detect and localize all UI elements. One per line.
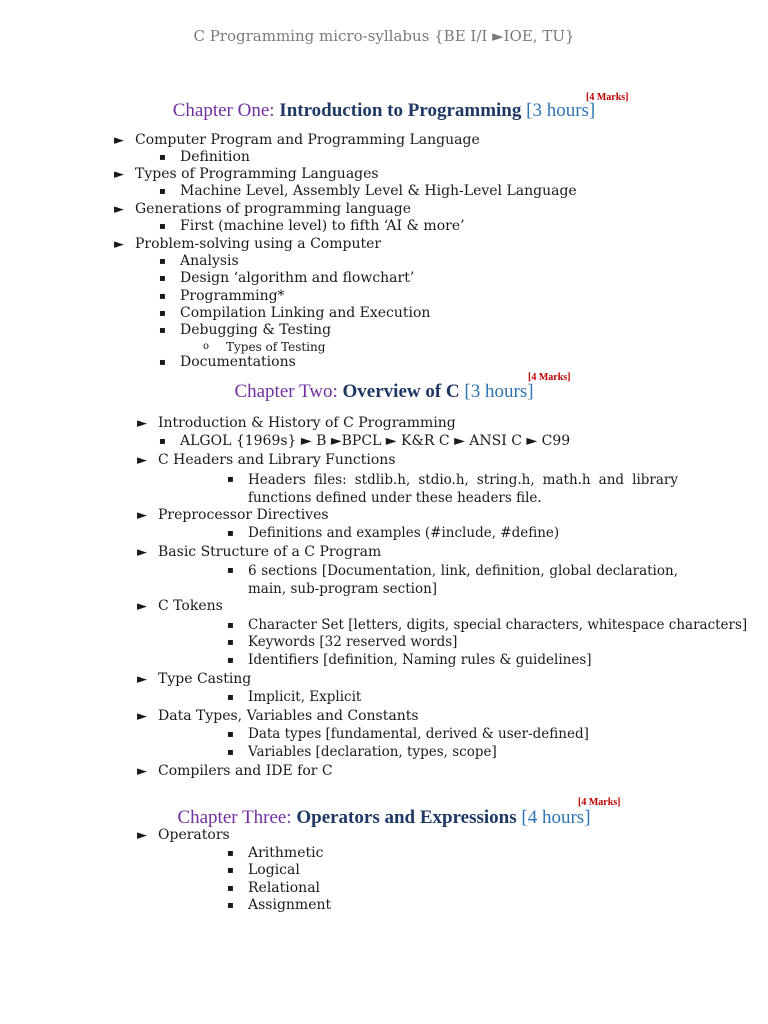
list-item: ► Types of Programming Languages xyxy=(114,166,379,182)
list-item: ► Preprocessor Directives xyxy=(137,507,329,523)
chapter-hours: [4 hours] xyxy=(521,807,591,828)
list-item: ► Compilers and IDE for C xyxy=(137,763,333,779)
marks-badge: [4 Marks] xyxy=(578,797,621,808)
sub-list-item: ▪ Debugging & Testing xyxy=(159,322,332,338)
chapter-number: Chapter Three: xyxy=(177,807,292,828)
list-item: ► C Tokens xyxy=(137,598,223,614)
sub-list-item-text: Headers files: stdlib.h, stdio.h, string.h, math.h and library functions defined under these headers file. xyxy=(248,472,678,506)
chapter-hours: [3 hours] xyxy=(526,100,596,121)
sub-list-item: ▪ Implicit, Explicit xyxy=(227,689,362,705)
sub-sub-list-item: o Types of Testing xyxy=(203,340,326,354)
sub-list-item: ▪ Arithmetic xyxy=(227,845,324,861)
sub-list-item: ▪ ALGOL {1969s} ► B ►BPCL ► K&R C ► ANSI C ► C99 xyxy=(159,433,571,449)
sub-list-item: ▪ Definitions and examples (#include, #define) xyxy=(227,525,560,541)
chapter-two-heading xyxy=(0,381,768,403)
sub-list-item: ▪ Variables [declaration, types, scope] xyxy=(227,744,497,760)
page-header: C Programming micro-syllabus {BE I/I ►IOE, TU} xyxy=(193,27,575,45)
sub-list-item: ▪ Programming* xyxy=(159,288,285,304)
chapter-three-heading xyxy=(0,807,768,829)
list-item: ► Introduction & History of C Programming xyxy=(137,415,456,431)
list-item: ► Computer Program and Programming Language xyxy=(114,132,480,148)
chapter-number: Chapter One: xyxy=(172,100,275,121)
list-item: ► Data Types, Variables and Constants xyxy=(137,708,419,724)
sub-list-item: ▪ First (machine level) to fifth ‘AI & more’ xyxy=(159,218,465,234)
chapter-one-heading xyxy=(0,100,768,122)
sub-list-item: ▪ Keywords [32 reserved words] xyxy=(227,634,458,650)
sub-list-item: ▪ Analysis xyxy=(159,253,239,269)
chapter-hours: [3 hours] xyxy=(464,381,534,402)
sub-list-item: ▪ Identifiers [definition, Naming rules & guidelines] xyxy=(227,652,592,668)
sub-list-item: ▪ Design ‘algorithm and flowchart’ xyxy=(159,270,415,286)
list-item: ► C Headers and Library Functions xyxy=(137,452,396,468)
sub-list-item: ▪ Assignment xyxy=(227,897,332,913)
chapter-title: Introduction to Programming xyxy=(279,100,522,121)
marks-badge: [4 Marks] xyxy=(586,92,629,103)
list-item: ► Problem-solving using a Computer xyxy=(114,236,382,252)
sub-list-item: ▪ Documentations xyxy=(159,354,296,370)
sub-list-item: ▪ Relational xyxy=(227,880,321,896)
sub-list-item: ▪ Data types [fundamental, derived & user-defined] xyxy=(227,726,589,742)
sub-list-item: ▪ Logical xyxy=(227,862,300,878)
marks-badge: [4 Marks] xyxy=(528,372,571,383)
list-item: ► Basic Structure of a C Program xyxy=(137,544,382,560)
sub-list-item-text: 6 sections [Documentation, link, definition, global declaration, main, sub-program section] xyxy=(248,563,678,597)
list-item: ► Type Casting xyxy=(137,671,252,687)
chapter-title: Operators and Expressions xyxy=(296,807,517,828)
list-item: ► Operators xyxy=(137,827,230,843)
chapter-title: Overview of C xyxy=(342,381,460,402)
chapter-number: Chapter Two: xyxy=(234,381,338,402)
sub-list-item: ▪ Character Set [letters, digits, special characters, whitespace characters] xyxy=(227,617,748,633)
sub-list-item: ▪ Definition xyxy=(159,149,250,165)
sub-list-item: ▪ Compilation Linking and Execution xyxy=(159,305,431,321)
sub-list-item: ▪ Machine Level, Assembly Level & High-Level Language xyxy=(159,183,577,199)
list-item: ► Generations of programming language xyxy=(114,201,412,217)
